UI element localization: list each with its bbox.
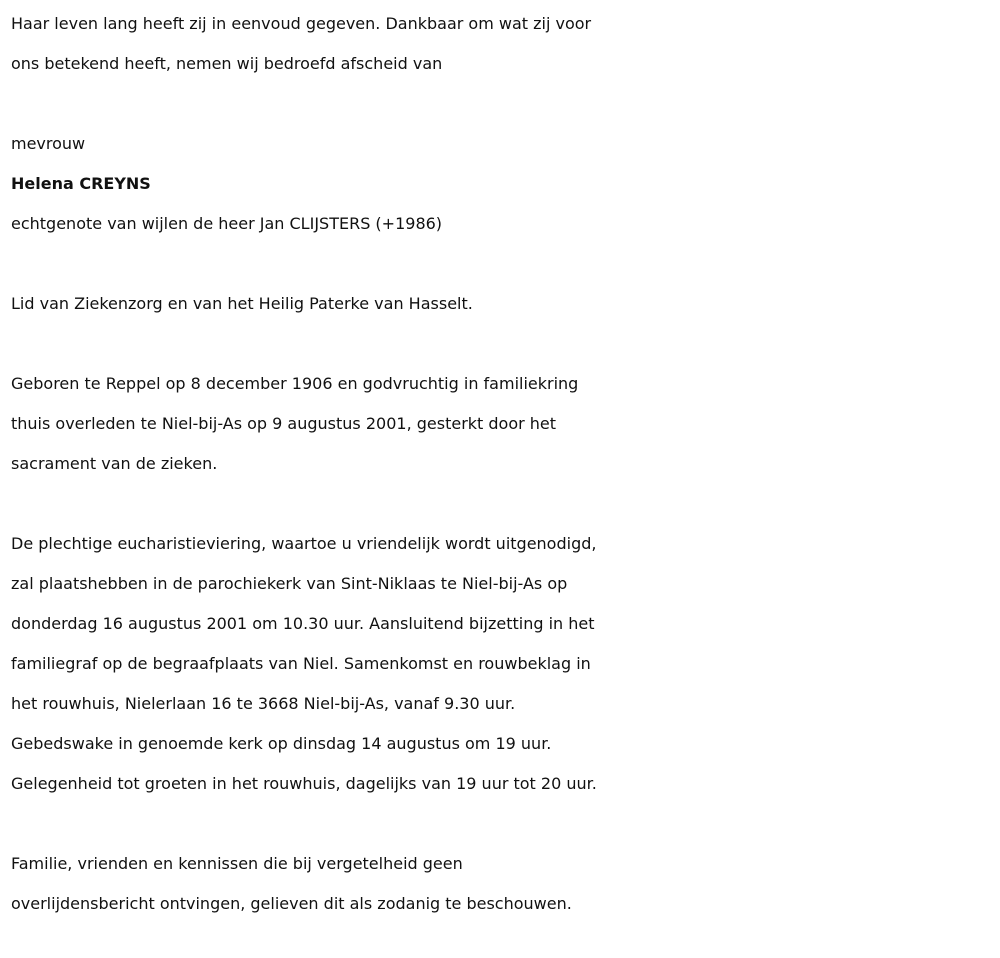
intro-paragraph [11,4,990,84]
membership-paragraph [11,284,990,324]
spouse-line: echtgenote van wijlen de heer Jan CLIJSTERS (+1986) [11,214,443,233]
ceremony-line-7: Gelegenheid tot groeten in het rouwhuis, dagelijks van 19 uur tot 20 uur. [11,774,597,793]
intro-line-2: ons betekend heeft, nemen wij bedroefd afscheid van [11,54,443,73]
birth-death-line-2: thuis overleden te Niel-bij-As op 9 augustus 2001, gesterkt door het [11,414,557,433]
membership-line: Lid van Ziekenzorg en van het Heilig Paterke van Hasselt. [11,294,473,313]
spacer [11,244,990,284]
ceremony-line-1: De plechtige eucharistieviering, waartoe u vriendelijk wordt uitgenodigd, [11,534,597,553]
intro-line-1: Haar leven lang heeft zij in eenvoud gegeven. Dankbaar om wat zij voor [11,14,592,33]
deceased-block [11,124,990,244]
birth-death-line-1: Geboren te Reppel op 8 december 1906 en godvruchtig in familiekring [11,374,579,393]
deceased-name: Helena CREYNS [11,174,151,193]
ceremony-line-5: het rouwhuis, Nielerlaan 16 te 3668 Niel-bij-As, vanaf 9.30 uur. [11,694,516,713]
ceremony-line-3: donderdag 16 augustus 2001 om 10.30 uur. Aansluitend bijzetting in het [11,614,595,633]
closing-paragraph [11,844,990,924]
birth-death-paragraph [11,364,990,484]
closing-line-2: overlijdensbericht ontvingen, gelieven dit als zodanig te beschouwen. [11,894,572,913]
ceremony-line-4: familiegraf op de begraafplaats van Niel. Samenkomst en rouwbeklag in [11,654,591,673]
ceremony-paragraph [11,524,990,804]
honorific: mevrouw [11,134,86,153]
ceremony-line-6: Gebedswake in genoemde kerk op dinsdag 14 augustus om 19 uur. [11,734,552,753]
ceremony-line-2: zal plaatshebben in de parochiekerk van Sint-Niklaas te Niel-bij-As op [11,574,568,593]
birth-death-line-3: sacrament van de zieken. [11,454,218,473]
closing-line-1: Familie, vrienden en kennissen die bij vergetelheid geen [11,854,463,873]
